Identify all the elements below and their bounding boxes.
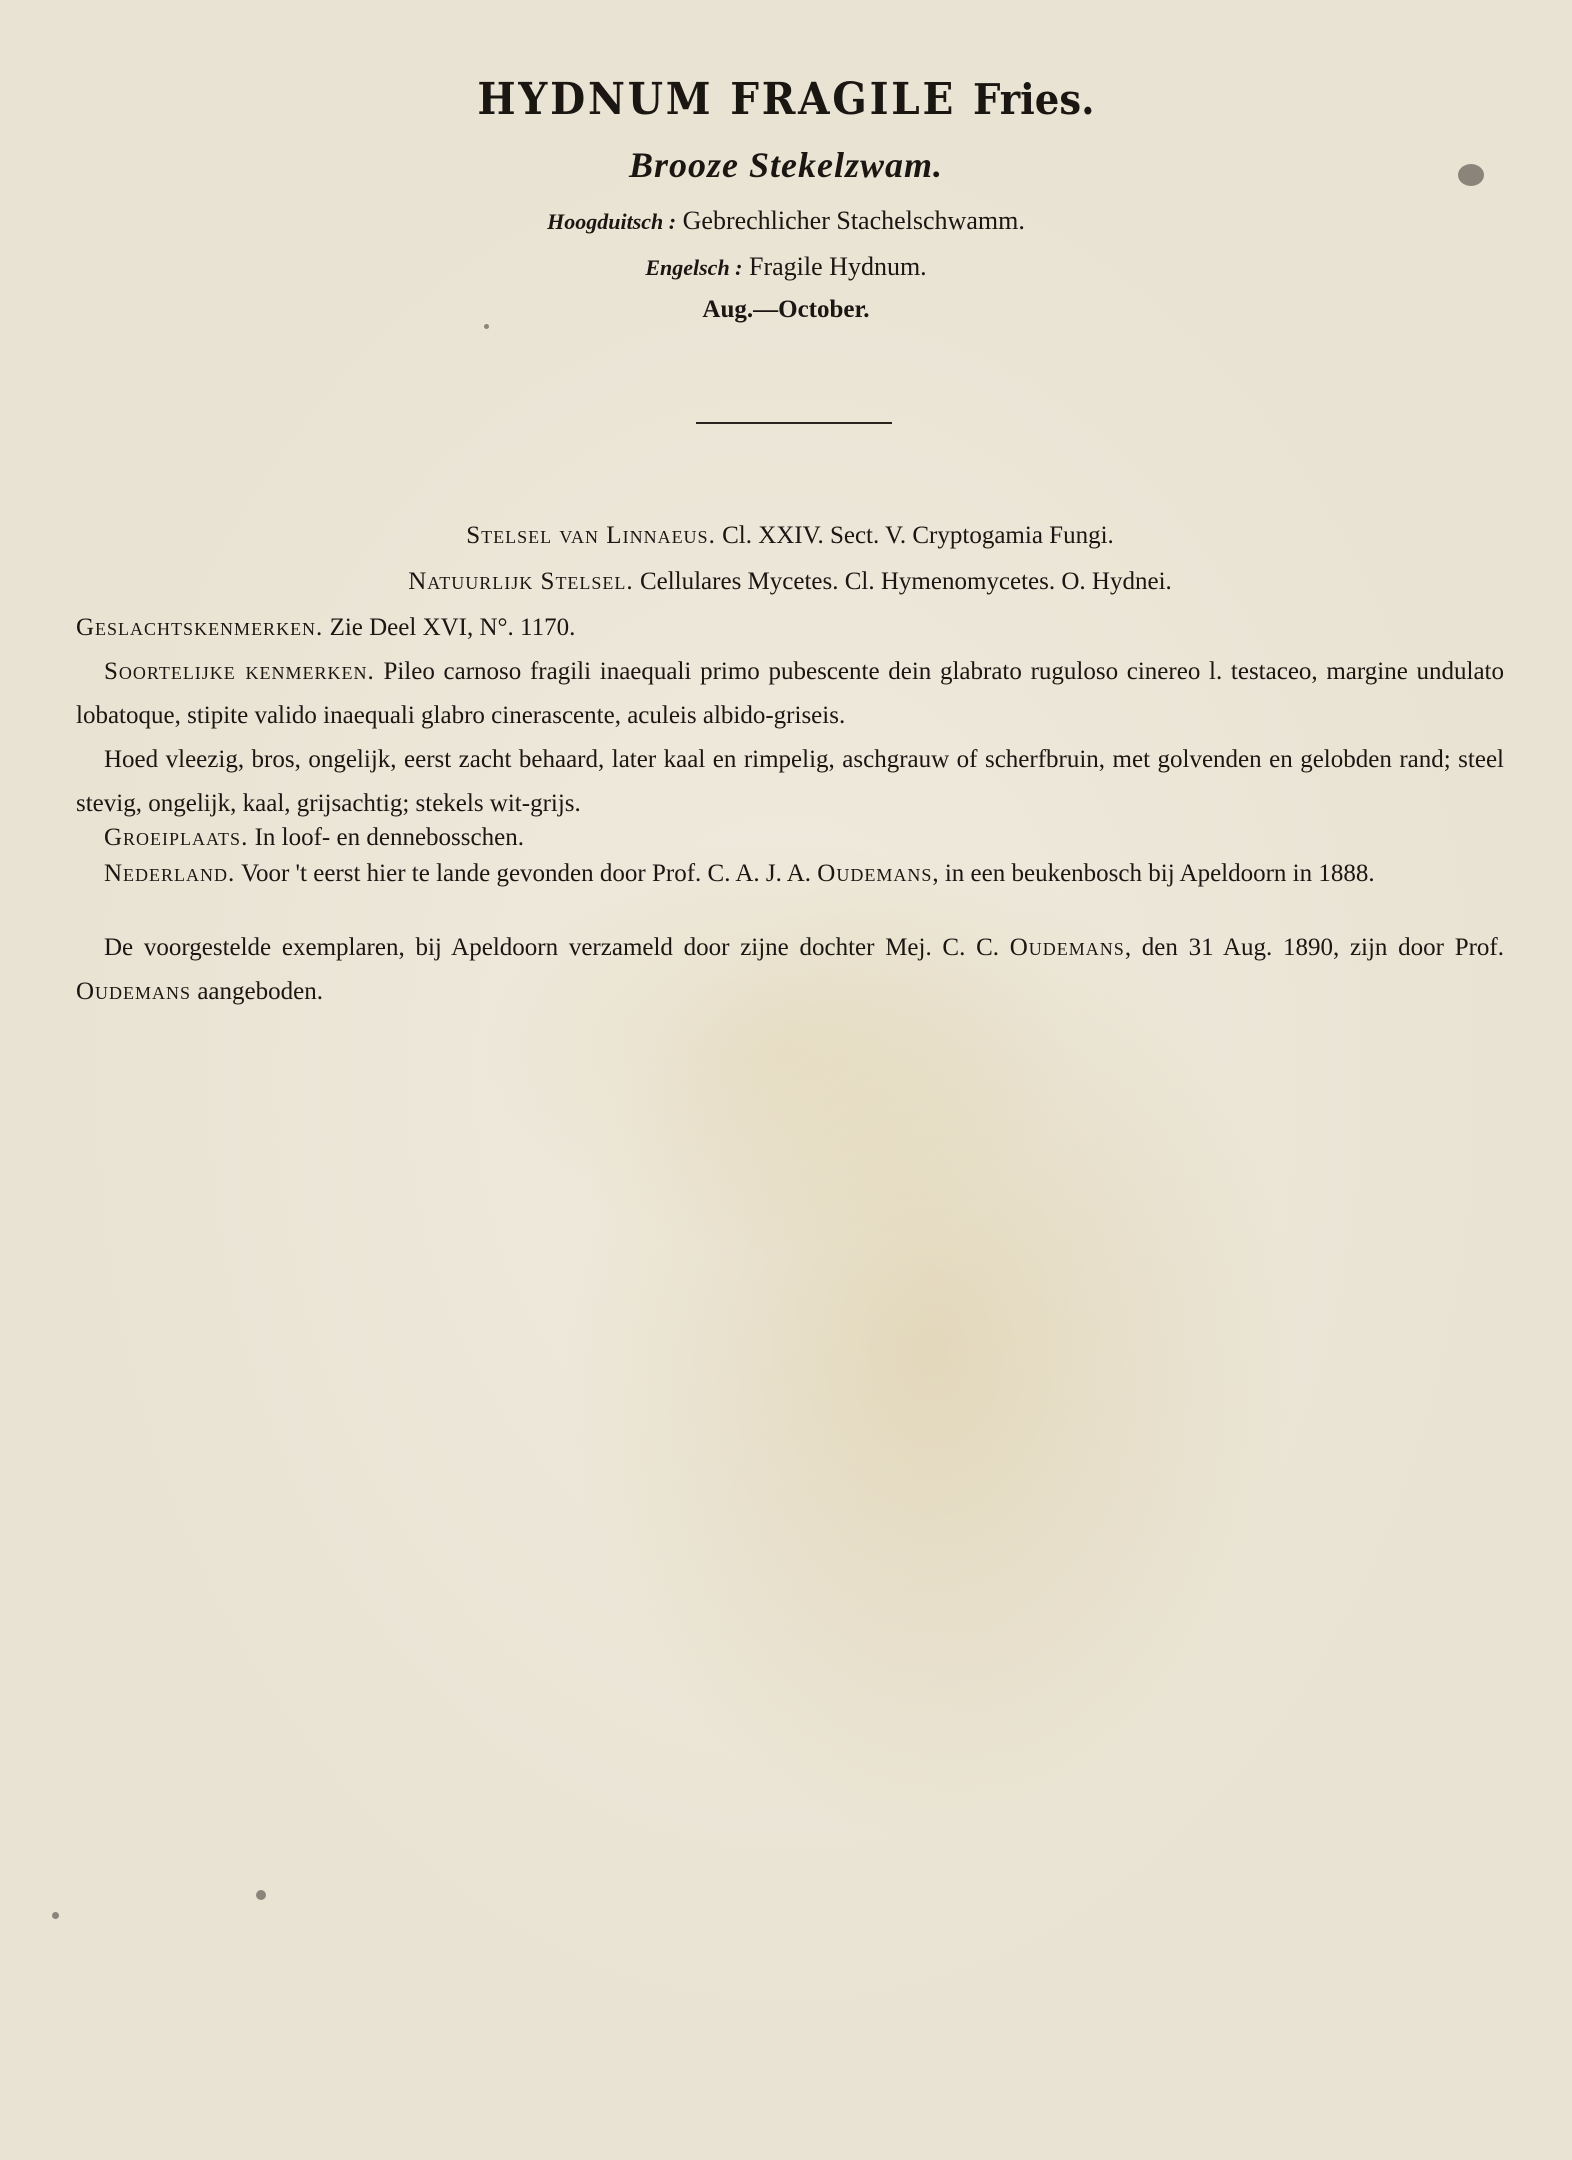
netherlands-name: Oudemans (817, 860, 933, 887)
genus-label: Geslachtskenmerken. (76, 614, 324, 641)
specimens-text-b: , den 31 Aug. 1890, zijn door Prof. (1124, 934, 1505, 961)
author-name: Fries. (972, 75, 1095, 124)
english-name-line (0, 252, 1572, 282)
specimens-paragraph (76, 926, 1504, 1014)
natural-label: Natuurlijk Stelsel. (408, 568, 634, 595)
paper-stain (484, 324, 489, 329)
linnaeus-system-line (76, 514, 1504, 558)
netherlands-paragraph (76, 852, 1504, 896)
english-label: Engelsch : (645, 255, 743, 280)
german-label: Hoogduitsch : (547, 209, 677, 234)
genus-text: Zie Deel XVI, N°. 1170. (329, 614, 576, 641)
paper-stain (256, 1890, 266, 1900)
netherlands-text-b: , in een beukenbosch bij Apeldoorn in 1888. (932, 860, 1375, 887)
habitat-text: In loof- en dennebosschen. (254, 824, 524, 851)
species-label: Soortelijke kenmerken. (104, 658, 375, 685)
netherlands-label: Nederland. (104, 860, 236, 887)
linnaeus-text: Cl. XXIV. Sect. V. Cryptogamia Fungi. (722, 522, 1114, 549)
german-name-line (0, 206, 1572, 236)
natural-text: Cellulares Mycetes. Cl. Hymenomycetes. O. Hydnei. (639, 568, 1172, 595)
english-name: Fragile Hydnum. (749, 252, 927, 281)
genus-line (76, 606, 1504, 650)
netherlands-text-a: Voor 't eerst hier te lande gevonden door Prof. C. A. J. A. (241, 860, 812, 887)
description-paragraph: Hoed vleezig, bros, ongelijk, eerst zacht behaard, later kaal en rimpelig, aschgrauw of scherfbruin, met golvenden en gelobden rand; steel stevig, ongelijk, kaal, grijsachtig; stekels wit-grijs. (76, 746, 1504, 817)
dutch-name: Brooze Stekelzwam. (628, 145, 943, 185)
species-text: Pileo carnoso fragili inaequali primo pubescente dein glabrato ruguloso cinereo l. testaceo, margine undulato lobatoque, stipite valido inaequali glabro cinerascente, aculeis albido-griseis. (76, 658, 1504, 729)
natural-system-line (76, 560, 1504, 604)
specimens-text-c: aangeboden. (197, 978, 323, 1005)
species-characteristics (76, 650, 1504, 738)
paper-stain (52, 1912, 59, 1919)
specimens-name-2: Oudemans (76, 978, 192, 1005)
specimens-text-a: De voorgestelde exemplaren, bij Apeldoorn verzameld door zijne dochter Mej. C. C. (104, 934, 1000, 961)
page-title (63, 74, 1509, 125)
season: Aug.—October. (702, 296, 870, 323)
german-name: Gebrechlicher Stachelschwamm. (682, 206, 1025, 235)
specimens-name: Oudemans (1009, 934, 1125, 961)
species-name: HYDNUM FRAGILE (477, 74, 957, 125)
linnaeus-label: Stelsel van Linnaeus. (466, 522, 716, 549)
divider-rule (696, 422, 892, 424)
habitat-label: Groeiplaats. (104, 824, 249, 851)
